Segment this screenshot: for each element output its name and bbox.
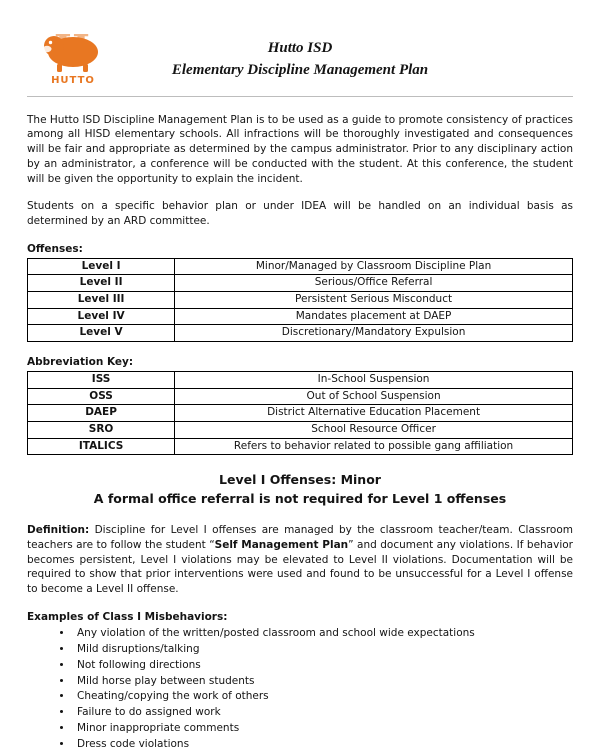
table-row xyxy=(28,438,573,455)
offense-desc-cell: Persistent Serious Misconduct xyxy=(175,292,573,309)
offense-level-cell: Level II xyxy=(28,275,175,292)
logo-text: HUTTO xyxy=(51,75,95,86)
abbr-meaning-cell: District Alternative Education Placement xyxy=(175,405,573,422)
list-item: • Mild horse play between students xyxy=(73,674,573,690)
level1-heading: Level I Offenses: Minor xyxy=(219,472,381,488)
table-row xyxy=(28,275,573,292)
abbr-meaning-cell: School Resource Officer xyxy=(175,421,573,438)
list-item: • Failure to do assigned work xyxy=(73,705,573,721)
definition-bold-phrase: Self Management Plan xyxy=(214,538,349,551)
offense-desc-cell: Mandates placement at DAEP xyxy=(175,308,573,325)
abbr-meaning-cell: Out of School Suspension xyxy=(175,388,573,405)
list-item: • Not following directions xyxy=(73,658,573,674)
offense-level-cell: Level IV xyxy=(28,308,175,325)
definition-text-1: Discipline for Level I offenses are managed by the classroom teacher/team. Classroom teachers are to follow the student “ xyxy=(27,523,573,551)
abbreviation-key-label: Abbreviation Key: xyxy=(27,356,134,369)
hippo-mascot-icon xyxy=(33,28,111,86)
list-item: • Any violation of the written/posted classroom and school wide expectations xyxy=(73,626,573,642)
definition-text-2: ” and document any violations. If behavior becomes persistent, Level I violations may be elevated to Level II violations. Documentation will be required to show that prior interventions were used and found to be unsuccessful for a Level I offense to become a Level II offense. xyxy=(27,538,573,596)
intro-paragraph-1: The Hutto ISD Discipline Management Plan is to be used as a guide to promote consistency of practices among all HISD elementary schools. All infractions will be thoroughly investigated and consequences will be fair and appropriate as determined by the campus administrator. Prior to any disciplinary action by an administrator, a conference will be conducted with the student. At this conference, the student will be given the opportunity to explain the incident. xyxy=(27,113,573,186)
abbr-meaning-cell: In-School Suspension xyxy=(175,372,573,389)
list-item: • Minor inappropriate comments xyxy=(73,721,573,737)
level1-subheading: A formal office referral is not required for Level 1 offenses xyxy=(93,491,507,506)
abbreviation-table xyxy=(27,371,573,455)
list-item: • Mild disruptions/talking xyxy=(73,642,573,658)
table-row xyxy=(28,258,573,275)
document-header xyxy=(27,30,573,97)
abbr-cell: ISS xyxy=(28,372,175,389)
offense-level-cell: Level V xyxy=(28,325,175,342)
offense-level-cell: Level I xyxy=(28,258,175,275)
table-row xyxy=(28,421,573,438)
examples-list xyxy=(73,626,573,752)
table-row xyxy=(28,372,573,389)
hutto-isd-logo xyxy=(33,28,111,86)
abbr-cell: ITALICS xyxy=(28,438,175,455)
table-row xyxy=(28,308,573,325)
list-item: • Dress code violations xyxy=(73,737,573,752)
offenses-table xyxy=(27,258,573,342)
page-subtitle: Elementary Discipline Management Plan xyxy=(171,61,429,78)
page-title: Hutto ISD xyxy=(267,40,333,56)
abbr-cell: OSS xyxy=(28,388,175,405)
table-row xyxy=(28,292,573,309)
list-item: • Cheating/copying the work of others xyxy=(73,689,573,705)
abbr-meaning-cell: Refers to behavior related to possible gang affiliation xyxy=(175,438,573,455)
table-row xyxy=(28,325,573,342)
intro-paragraph-2: Students on a specific behavior plan or under IDEA will be handled on an individual basis as determined by an ARD committee. xyxy=(27,200,573,227)
definition-label: Definition: xyxy=(27,523,90,536)
offense-desc-cell: Discretionary/Mandatory Expulsion xyxy=(175,325,573,342)
abbr-cell: DAEP xyxy=(28,405,175,422)
level1-heading-block xyxy=(27,471,573,509)
examples-label: Examples of Class I Misbehaviors: xyxy=(27,611,228,624)
offense-desc-cell: Serious/Office Referral xyxy=(175,275,573,292)
offenses-label: Offenses: xyxy=(27,242,83,255)
abbr-cell: SRO xyxy=(28,421,175,438)
offense-desc-cell: Minor/Managed by Classroom Discipline Plan xyxy=(175,258,573,275)
definition-paragraph xyxy=(27,523,573,598)
table-row xyxy=(28,405,573,422)
table-row xyxy=(28,388,573,405)
offense-level-cell: Level III xyxy=(28,292,175,309)
